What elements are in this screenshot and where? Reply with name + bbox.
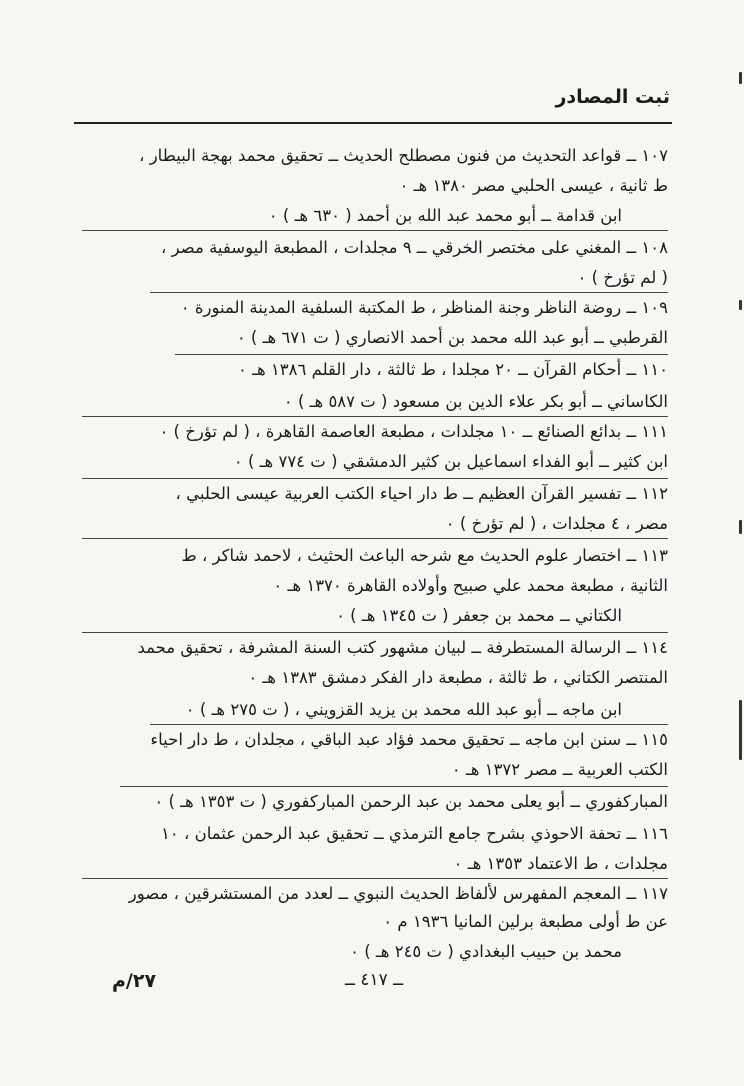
text-line: ١١٠ ــ أحكام القرآن ــ ٢٠ مجلدا ، ط ثالثة ، دار القلم ١٣٨٦ هـ ٠ <box>238 360 668 379</box>
entry-divider <box>82 230 668 231</box>
text-line: ١١٥ ــ سنن ابن ماجه ــ تحقيق محمد فؤاد عبد الباقي ، مجلدان ، ط دار احياء <box>150 730 668 749</box>
text-line: المباركفوري ــ أبو يعلى محمد بن عبد الرحمن المباركفوري ( ت ١٣٥٣ هـ ) ٠ <box>154 792 668 811</box>
entry-divider <box>82 416 668 417</box>
entry-divider <box>82 878 668 879</box>
text-line: ( لم تؤرخ ) ٠ <box>577 268 668 287</box>
text-line: ١٠٨ ــ المغني على مختصر الخرقي ــ ٩ مجلدات ، المطبعة اليوسفية مصر ، <box>161 238 668 257</box>
text-line: ١١٤ ــ الرسالة المستطرفة ــ لبيان مشهور كتب السنة المشرفة ، تحقيق محمد <box>137 638 668 657</box>
text-line: الكاساني ــ أبو بكر علاء الدين بن مسعود ( ت ٥٨٧ هـ ) ٠ <box>283 392 668 411</box>
entry-divider <box>82 632 668 633</box>
text-line: ١١٧ ــ المعجم المفهرس لألفاظ الحديث النبوي ــ لعدد من المستشرقين ، مصور <box>128 884 668 903</box>
text-line: ١١٣ ــ اختصار علوم الحديث مع شرحه الباعث الحثيث ، لاحمد شاكر ، ط <box>181 546 668 565</box>
text-line: ١١١ ــ بدائع الصنائع ــ ١٠ مجلدات ، مطبعة العاصمة القاهرة ، ( لم تؤرخ ) ٠ <box>159 422 668 441</box>
text-line: مجلدات ، ط الاعتماد ١٣٥٣ هـ ٠ <box>453 854 668 873</box>
scan-edge-mark <box>739 300 742 310</box>
text-line: الكتاني ــ محمد بن جعفر ( ت ١٣٤٥ هـ ) ٠ <box>336 606 622 625</box>
entry-divider <box>82 538 668 539</box>
scan-edge-mark <box>739 72 742 84</box>
text-line: ابن كثير ــ أبو الفداء اسماعيل بن كثير الدمشقي ( ت ٧٧٤ هـ ) ٠ <box>233 452 668 471</box>
text-line: مصر ، ٤ مجلدات ، ( لم تؤرخ ) ٠ <box>445 514 668 533</box>
scan-edge-mark <box>739 700 742 760</box>
text-line: الثانية ، مطبعة محمد علي صبيح وأولاده القاهرة ١٣٧٠ هـ ٠ <box>273 576 668 595</box>
text-line: الكتب العربية ــ مصر ١٣٧٢ هـ ٠ <box>451 760 668 779</box>
text-line: ١١٦ ــ تحفة الاحوذي بشرح جامع الترمذي ــ تحقيق عبد الرحمن عثمان ، ١٠ <box>161 824 668 843</box>
text-line: ط ثانية ، عيسى الحلبي مصر ١٣٨٠ هـ ٠ <box>399 176 668 195</box>
scan-edge-mark <box>739 520 742 534</box>
entry-divider <box>150 724 668 725</box>
text-line: القرطبي ــ أبو عبد الله محمد بن أحمد الانصاري ( ت ٦٧١ هـ ) ٠ <box>236 328 668 347</box>
page-number: ــ ٤١٧ ــ <box>345 970 404 990</box>
text-line: المنتصر الكتاني ، ط ثالثة ، مطبعة دار الفكر دمشق ١٣٨٣ هـ ٠ <box>248 668 668 687</box>
text-line: ١٠٧ ــ قواعد التحديث من فنون مصطلح الحديث ــ تحقيق محمد بهجة البيطار ، <box>139 146 668 165</box>
text-line: ١٠٩ ــ روضة الناظر وجنة المناظر ، ط المكتبة السلفية المدينة المنورة ٠ <box>180 298 668 317</box>
text-line: ابن قدامة ــ أبو محمد عبد الله بن أحمد ( ٦٣٠ هـ ) ٠ <box>268 206 622 225</box>
entry-divider <box>82 478 668 479</box>
header-divider <box>74 122 672 124</box>
page-title: ثبت المصادر <box>555 86 670 108</box>
folio-mark: ٢٧/م <box>112 970 157 992</box>
entry-divider <box>120 786 668 787</box>
text-line: محمد بن حبيب البغدادي ( ت ٢٤٥ هـ ) ٠ <box>350 942 622 961</box>
text-line: ١١٢ ــ تفسير القرآن العظيم ــ ط دار احياء الكتب العربية عيسى الحلبي ، <box>175 484 668 503</box>
entry-divider <box>175 354 668 355</box>
text-line: ابن ماجه ــ أبو عبد الله محمد بن يزيد القزويني ، ( ت ٢٧٥ هـ ) ٠ <box>185 700 622 719</box>
text-line: عن ط أولى مطبعة برلين المانيا ١٩٣٦ م ٠ <box>383 912 668 931</box>
entry-divider <box>150 292 668 293</box>
